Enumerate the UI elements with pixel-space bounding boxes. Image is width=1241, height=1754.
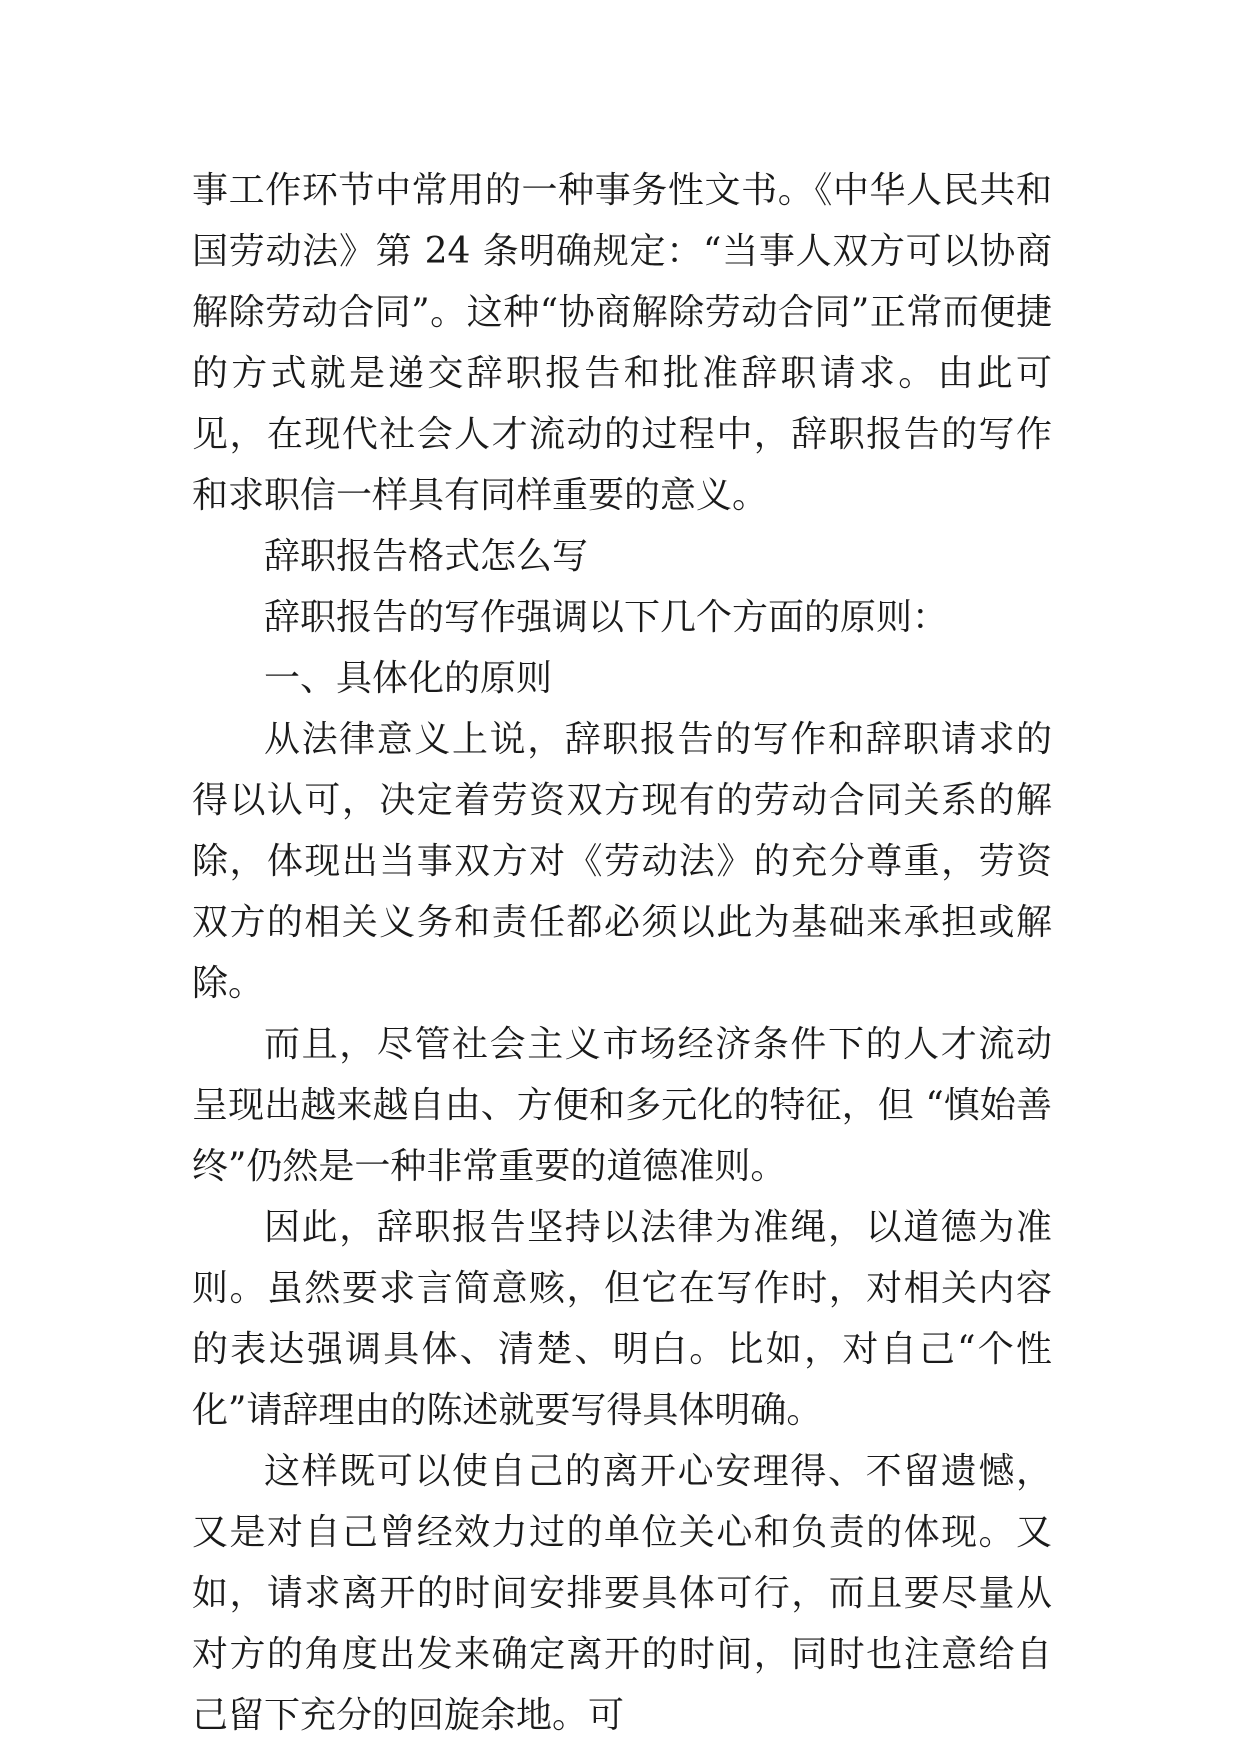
paragraph-intro: 辞职报告的写作强调以下几个方面的原则： [264,597,949,638]
paragraph: 这样既可以使自己的离开心安理得、不留遗憾，又是对自己曾经效力过的单位关心和负责的体现。又如，请求离开的时间安排要具体可行，而且要尽量从对方的角度出发来确定离开的时间，同时也注意给自己留下充分的回旋余地。可 [192,1451,1052,1736]
document-body [192,160,1052,1746]
paragraph: 而且，尽管社会主义市场经济条件下的人才流动呈现出越来越自由、方便和多元化的特征，但 “慎始善终”仍然是一种非常重要的道德准则。 [192,1024,1052,1187]
paragraph: 因此，辞职报告坚持以法律为准绳，以道德为准则。虽然要求言简意赅，但它在写作时，对相关内容的表达强调具体、清楚、明白。比如，对自己“个性化”请辞理由的陈述就要写得具体明确。 [192,1207,1052,1431]
paragraph: 从法律意义上说，辞职报告的写作和辞职请求的得以认可，决定着劳资双方现有的劳动合同关系的解除，体现出当事双方对《劳动法》的充分尊重，劳资双方的相关义务和责任都必须以此为基础来承担或解除。 [192,719,1052,1004]
section-heading: 辞职报告格式怎么写 [264,536,589,577]
principle-heading: 一、具体化的原则 [264,658,553,699]
paragraph-continuation: 事工作环节中常用的一种事务性文书。《中华人民共和国劳动法》第 24 条明确规定：“当事人双方可以协商解除劳动合同”。这种“协商解除劳动合同”正常而便捷的方式就是递交辞职报告和批准辞职请求。由此可见，在现代社会人才流动的过程中，辞职报告的写作和求职信一样具有同样重要的意义。 [192,170,1052,516]
